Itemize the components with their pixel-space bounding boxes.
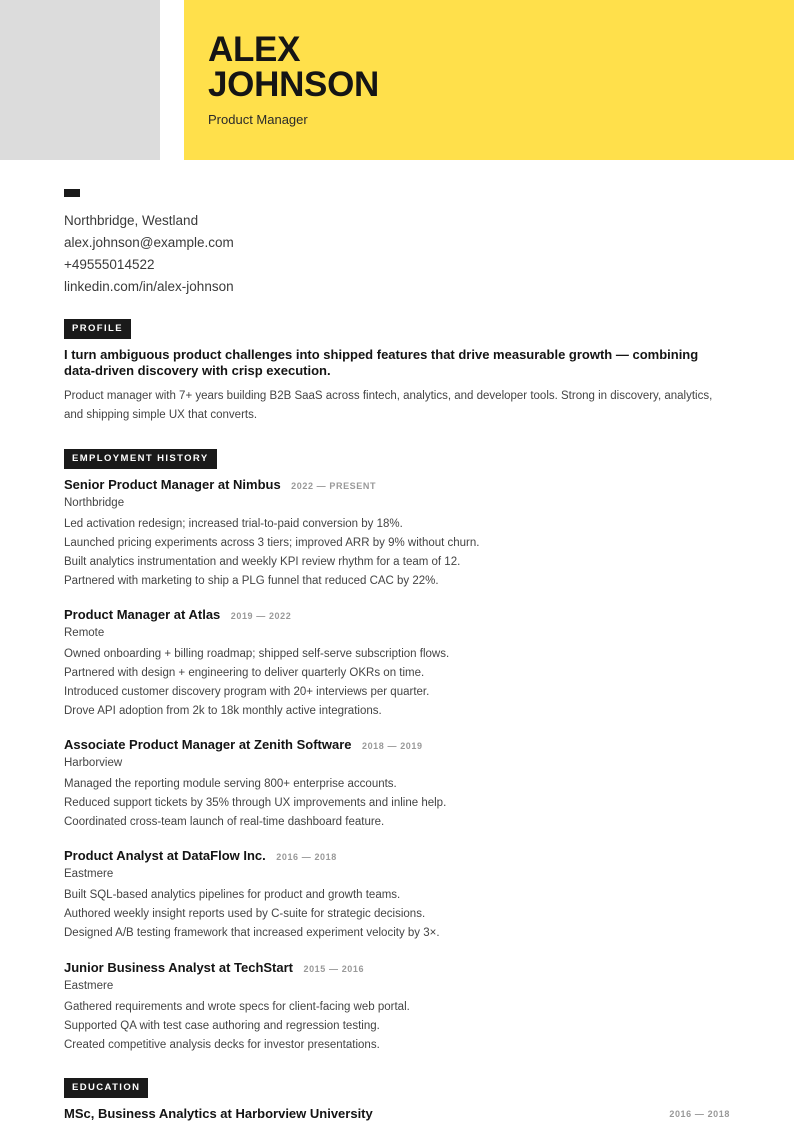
job-title: Product Analyst at DataFlow Inc. [64,848,266,863]
job-title: Associate Product Manager at Zenith Software [64,737,352,752]
job-bullet: Drove API adoption from 2k to 18k monthly active integrations. [64,705,382,717]
contact-marker [64,189,80,197]
job-dates: 2015 — 2016 [303,964,365,974]
contact-email[interactable]: alex.johnson@example.com [64,235,234,250]
job-bullets [64,775,734,832]
candidate-name [208,32,379,102]
job-location: Remote [64,627,105,639]
job-location: Eastmere [64,980,114,992]
job-bullet: Built analytics instrumentation and weekly KPI review rhythm for a team of 12. [64,556,461,568]
job-bullets [64,886,734,943]
job-title: Senior Product Manager at Nimbus [64,477,281,492]
contact-linkedin[interactable]: linkedin.com/in/alex-johnson [64,279,234,294]
education-title: MSc, Business Analytics at Harborview University [64,1106,373,1121]
job-title: Product Manager at Atlas [64,607,221,622]
job-bullet: Created competitive analysis decks for investor presentations. [64,1039,380,1051]
job-bullet: Designed A/B testing framework that increased experiment velocity by 3×. [64,927,440,939]
job-bullet: Launched pricing experiments across 3 tiers; improved ARR by 9% without churn. [64,537,480,549]
job-location: Eastmere [64,868,114,880]
job-dates: 2016 — 2018 [276,852,337,862]
job-dates: 2022 — PRESENT [291,481,377,491]
job-bullet: Supported QA with test case authoring and regression testing. [64,1020,380,1032]
job-entry [64,847,734,943]
job-bullets [64,645,734,721]
job-entry [64,736,734,832]
job-bullet: Partnered with marketing to ship a PLG funnel that reduced CAC by 22%. [64,575,439,587]
first-name: ALEX [208,30,301,69]
job-bullet: Owned onboarding + billing roadmap; shipped self-serve subscription flows. [64,648,450,660]
education-dates: 2016 — 2018 [669,1109,730,1119]
job-bullet: Introduced customer discovery program with 20+ interviews per quarter. [64,686,430,698]
job-bullet: Led activation redesign; increased trial-to-paid conversion by 18%. [64,518,403,530]
job-location: Harborview [64,757,123,769]
job-title: Junior Business Analyst at TechStart [64,960,294,975]
job-dates: 2019 — 2022 [230,611,292,621]
profile-lead: I turn ambiguous product challenges into shipped features that drive measurable growth — combining data-driven discovery with crisp execution. [64,347,699,378]
job-role: Product Manager [208,112,308,127]
job-bullets [64,998,734,1055]
education-label: EDUCATION [64,1078,148,1098]
job-entry [64,606,734,721]
photo-placeholder [0,0,160,160]
job-location: Northbridge [64,497,125,509]
education-entry [64,1105,730,1123]
job-entry [64,476,734,591]
job-bullet: Reduced support tickets by 35% through UX improvements and inline help. [64,797,447,809]
profile-label: PROFILE [64,319,131,339]
job-bullet: Built SQL-based analytics pipelines for product and growth teams. [64,889,401,901]
profile-body: Product manager with 7+ years building B2B SaaS across fintech, analytics, and developer tools. Strong in discovery, analytics, and shipping simple UX that converts. [64,390,713,421]
job-dates: 2018 — 2019 [361,741,423,751]
employment-label: EMPLOYMENT HISTORY [64,449,217,469]
job-bullet: Authored weekly insight reports used by C-suite for strategic decisions. [64,908,426,920]
header-band [184,0,794,160]
job-bullet: Coordinated cross-team launch of real-time dashboard feature. [64,816,385,828]
job-entry [64,959,734,1055]
contact-info [64,210,234,298]
job-bullets [64,515,734,591]
job-bullet: Partnered with design + engineering to deliver quarterly OKRs on time. [64,667,425,679]
contact-phone[interactable]: +49555014522 [64,257,155,272]
contact-location: Northbridge, Westland [64,213,199,228]
job-bullet: Gathered requirements and wrote specs for client-facing web portal. [64,1001,410,1013]
last-name: JOHNSON [208,65,379,104]
job-bullet: Managed the reporting module serving 800+ enterprise accounts. [64,778,397,790]
